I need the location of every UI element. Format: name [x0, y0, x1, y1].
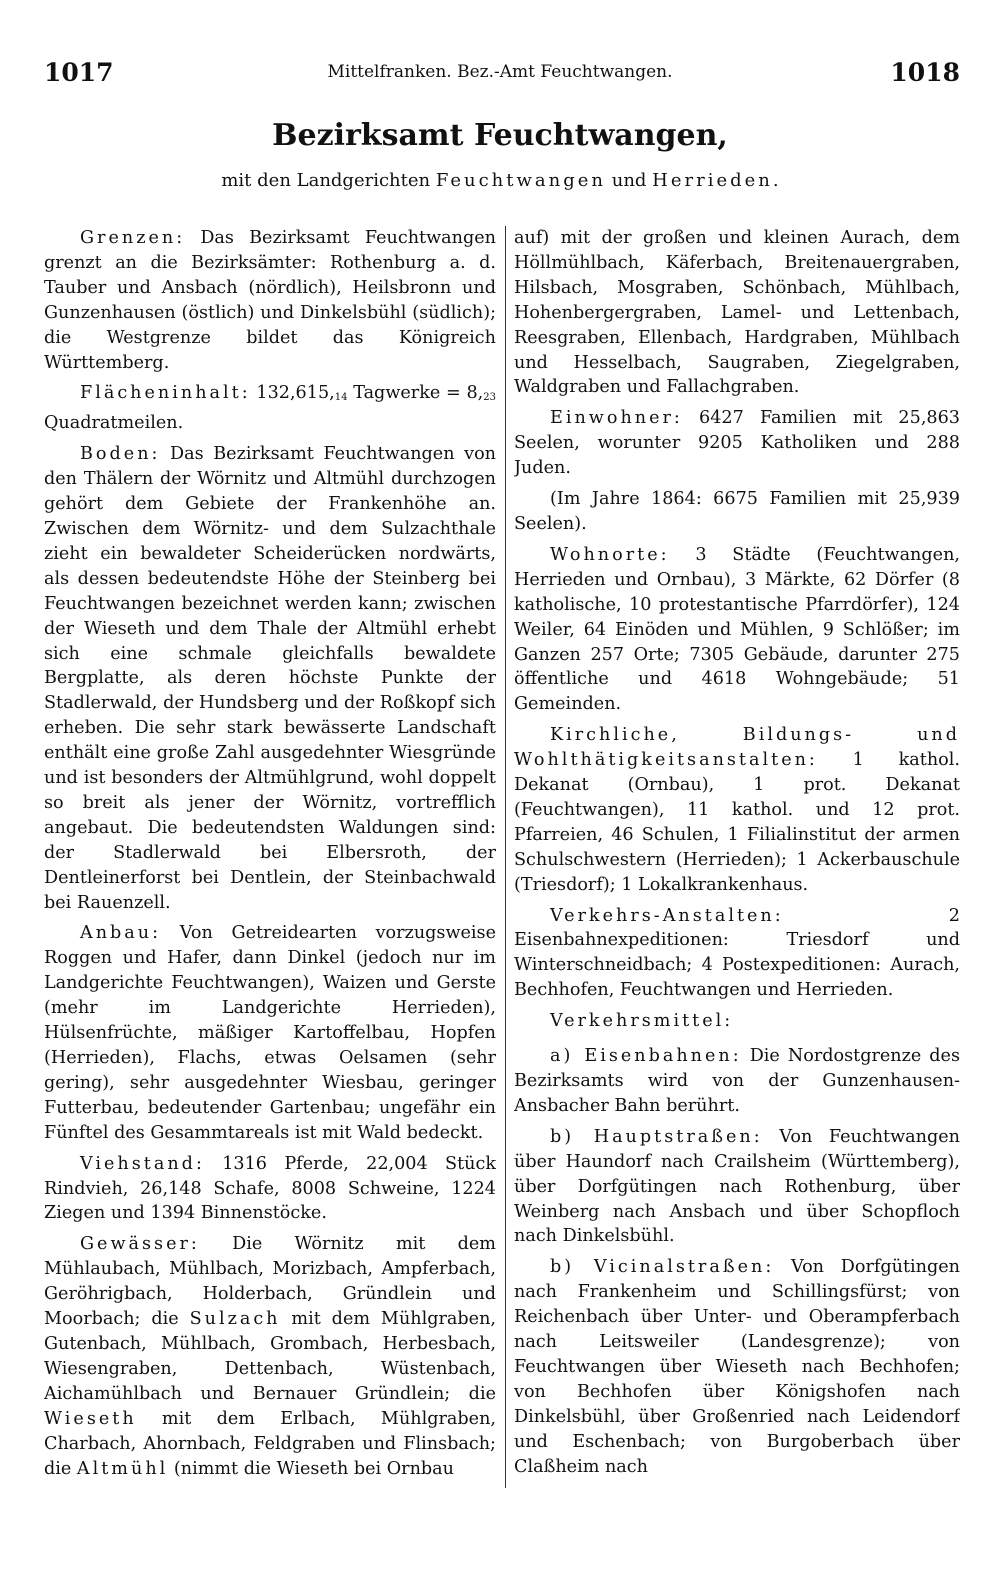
- label-verkehrsmittel: Verkehrsmittel:: [550, 1011, 734, 1032]
- subtitle-place-1: Feuchtwangen: [435, 170, 606, 191]
- text-gewaesser-4: (nimmt die Wieseth bei Ornbau: [168, 1458, 455, 1479]
- text-flaeche-b-sub: 23: [483, 392, 496, 404]
- text-einwohner: 6427 Familien mit 25,863 Seelen, worunter 9205 Katholiken und 288 Juden.: [514, 408, 960, 479]
- text-eisenbahnen: Die Nordostgrenze des Bezirksamts wird von der Gunzenhausen-Ansbacher Bahn berührt.: [514, 1046, 960, 1116]
- section-wohnorte: [514, 543, 960, 717]
- document-title: Bezirksamt Feuchtwangen,: [272, 118, 728, 153]
- river-altmuehl: Altmühl: [76, 1458, 169, 1479]
- river-wieseth: Wieseth: [44, 1408, 137, 1429]
- section-flaeche: [44, 381, 496, 436]
- document-subtitle: [0, 170, 1000, 191]
- subtitle-prefix: mit den Landgerichten: [221, 170, 436, 191]
- section-vicinalstrassen: [514, 1255, 960, 1479]
- text-gewaesser-1: Die Wörnitz mit dem Mühlaubach, Mühlbach, Morizbach, Ampferbach, Geröhrigbach, Holderbach, Gründlein und Moorbach; die: [44, 1234, 496, 1330]
- right-column: [514, 226, 960, 1526]
- section-verkehrsanstalten: [514, 904, 960, 1004]
- label-einwohner: Einwohner:: [550, 408, 683, 429]
- river-sulzach: Sulzach: [189, 1309, 281, 1330]
- label-kirchliche: Kirchliche, Bildungs- und Wohlthätigkeitsanstalten:: [514, 725, 960, 771]
- page-number-right: 1018: [890, 58, 960, 87]
- note-einwohner-1864: (Im Jahre 1864: 6675 Familien mit 25,939 Seelen).: [514, 489, 960, 534]
- text-boden: Das Bezirksamt Feuchtwangen von den Thälern der Wörnitz und Altmühl durchzogen gehört dem Gebiete der Frankenhöhe an. Zwischen dem Wörnitz- und dem Sulzachthale zieht ein bewaldeter Scheiderücken nordwärts, als dessen bedeutendste Höhe der Steinberg bei Feuchtwangen bezeichnet werden kann; zwischen der Wieseth und dem Thale der Altmühl erhebt sich eine schmale gleichfalls bewaldete Bergplatte, als deren höchste Punkte der Stadlerwald, der Hundsberg und der Roßkopf sich erheben. Die sehr stark bewässerte Landschaft enthält eine große Zahl ausgedehnter Wiesgründe und ist besonders der Altmühlgrund, wohl doppelt so breit als jener der Wörnitz, vortrefflich angebaut. Die bedeutendsten Waldungen sind: der Stadlerwald bei Elbersroth, der Dentleinerforst bei Dentlein, der Steinbachwald bei Rauenzell.: [44, 444, 496, 913]
- running-title: Mittelfranken. Bez.-Amt Feuchtwangen.: [327, 62, 673, 82]
- subtitle-end: .: [772, 170, 779, 191]
- text-flaeche-a: 132,615,: [250, 383, 335, 404]
- label-grenzen: Grenzen:: [80, 228, 186, 248]
- label-anbau: Anbau:: [80, 923, 162, 944]
- label-eisenbahnen: a) Eisenbahnen:: [550, 1046, 742, 1067]
- label-gewaesser: Gewässer:: [80, 1234, 200, 1255]
- section-gewaesser: [44, 1232, 496, 1481]
- text-gewaesser-2: mit dem Mühlgraben, Gutenbach, Mühlbach, Grombach, Herbesbach, Wiesengraben, Dettenbach, Wüstenbach, Aichamühlbach und Bernauer Gründlein; die: [44, 1309, 496, 1404]
- label-wohnorte: Wohnorte:: [550, 544, 670, 565]
- text-flaeche-b: Tagwerke = 8,: [347, 383, 484, 404]
- subtitle-place-2: Herrieden: [652, 170, 773, 191]
- text-kirchliche: 1 kathol. Dekanat (Ornbau), 1 prot. Dekanat (Feuchtwangen), 11 kathol. und 12 prot. Pfarreien, 46 Schulen, 1 Filialinstitut der armen Schulschwestern (Herrieden); 1 Ackerbauschule (Triesdorf); 1 Lokalkrankenhaus.: [514, 750, 960, 895]
- text-grenzen: Das Bezirksamt Feuchtwangen grenzt an die Bezirksämter: Rothenburg a. d. Tauber und Ansbach (nördlich), Heilsbronn und Gunzenhausen (östlich) und Dinkelsbühl (südlich); die Westgrenze bildet das Königreich Württemberg.: [44, 228, 496, 373]
- label-hauptstrassen: b) Hauptstraßen:: [550, 1126, 763, 1147]
- text-hauptstrassen: Von Feuchtwangen über Haundorf nach Crailsheim (Württemberg), über Dorfgütingen nach Rothenburg, über Weinberg nach Ansbach und über Schopfloch nach Dinkelsbühl.: [514, 1126, 960, 1247]
- text-anbau: Von Getreidearten vorzugsweise Roggen und Hafer, dann Dinkel (jedoch nur im Landgerichte Feuchtwangen), Waizen und Gerste (mehr im Landgerichte Herrieden), Hülsenfrüchte, mäßiger Kartoffelbau, Hopfen (Herrieden), Flachs, etwas Oelsamen (sehr gering), sehr ausgedehnter Wiesbau, geringer Futterbau, bedeutender Gartenbau; ungefähr ein Fünftel des Gesammtareals ist mit Wald bedeckt.: [44, 923, 496, 1143]
- text-viehstand: 1316 Pferde, 22,004 Stück Rindvieh, 26,148 Schafe, 8008 Schweine, 1224 Ziegen und 1394 Binnenstöcke.: [44, 1153, 496, 1224]
- section-hauptstrassen: [514, 1125, 960, 1250]
- section-verkehrsmittel: [514, 1009, 960, 1034]
- label-viehstand: Viehstand:: [80, 1153, 205, 1174]
- left-column: [44, 226, 496, 1526]
- label-flaeche: Flächeninhalt:: [80, 383, 251, 404]
- section-anbau: [44, 921, 496, 1145]
- text-flaeche-c: Quadratmeilen.: [44, 413, 184, 434]
- section-viehstand: [44, 1152, 496, 1227]
- label-vicinalstrassen: b) Vicinalstraßen:: [550, 1257, 775, 1278]
- text-gewaesser-3: mit dem Erlbach, Mühlgraben, Charbach, Ahornbach, Feldgraben und Flinsbach; die: [44, 1408, 496, 1479]
- section-grenzen: [44, 226, 496, 375]
- label-boden: Boden:: [80, 444, 161, 465]
- column-divider: [505, 226, 506, 1488]
- label-verkehrsanstalten: Verkehrs-Anstalten:: [550, 905, 784, 926]
- section-gewaesser-continued: auf) mit der großen und kleinen Aurach, dem Höllmühlbach, Käferbach, Breitenauergraben, Hilsbach, Mosgraben, Schönbach, Mühlbach, Hohenbergergraben, Lamel- und Lettenbach, Reesgraben, Ellenbach, Hardgraben, Mühlbach und Hesselbach, Saugraben, Ziegelgraben, Waldgraben und Fallachgraben.: [514, 228, 960, 398]
- text-verkehrsanstalten: 2 Eisenbahnexpeditionen: Triesdorf und Winterschneidbach; 4 Postexpeditionen: Aurach, Bechhofen, Feuchtwangen und Herrieden.: [514, 905, 960, 1001]
- subtitle-conjunction: und: [606, 170, 653, 191]
- page-number-left: 1017: [44, 58, 114, 87]
- section-einwohner: [514, 406, 960, 481]
- section-boden: [44, 442, 496, 915]
- text-vicinalstrassen: Von Dorfgütingen nach Frankenheim und Schillingsfürst; von Reichenbach über Unter- und Oberampferbach nach Leitsweiler (Landesgrenze); von Feuchtwangen über Wieseth nach Bechhofen; von Bechhofen über Königshofen nach Dinkelsbühl, über Großenried nach Leidendorf und Eschenbach; von Burgoberbach über Claßheim nach: [514, 1257, 960, 1477]
- text-wohnorte: 3 Städte (Feuchtwangen, Herrieden und Ornbau), 3 Märkte, 62 Dörfer (8 katholische, 10 protestantische Pfarrdörfer), 124 Weiler, 64 Einöden und Mühlen, 9 Schlößer; im Ganzen 257 Orte; 7305 Gebäude, darunter 275 öffentliche und 4618 Wohngebäude; 51 Gemeinden.: [514, 544, 960, 715]
- text-flaeche-a-sub: 14: [334, 392, 348, 404]
- section-eisenbahnen: [514, 1044, 960, 1119]
- section-kirchliche: [514, 723, 960, 897]
